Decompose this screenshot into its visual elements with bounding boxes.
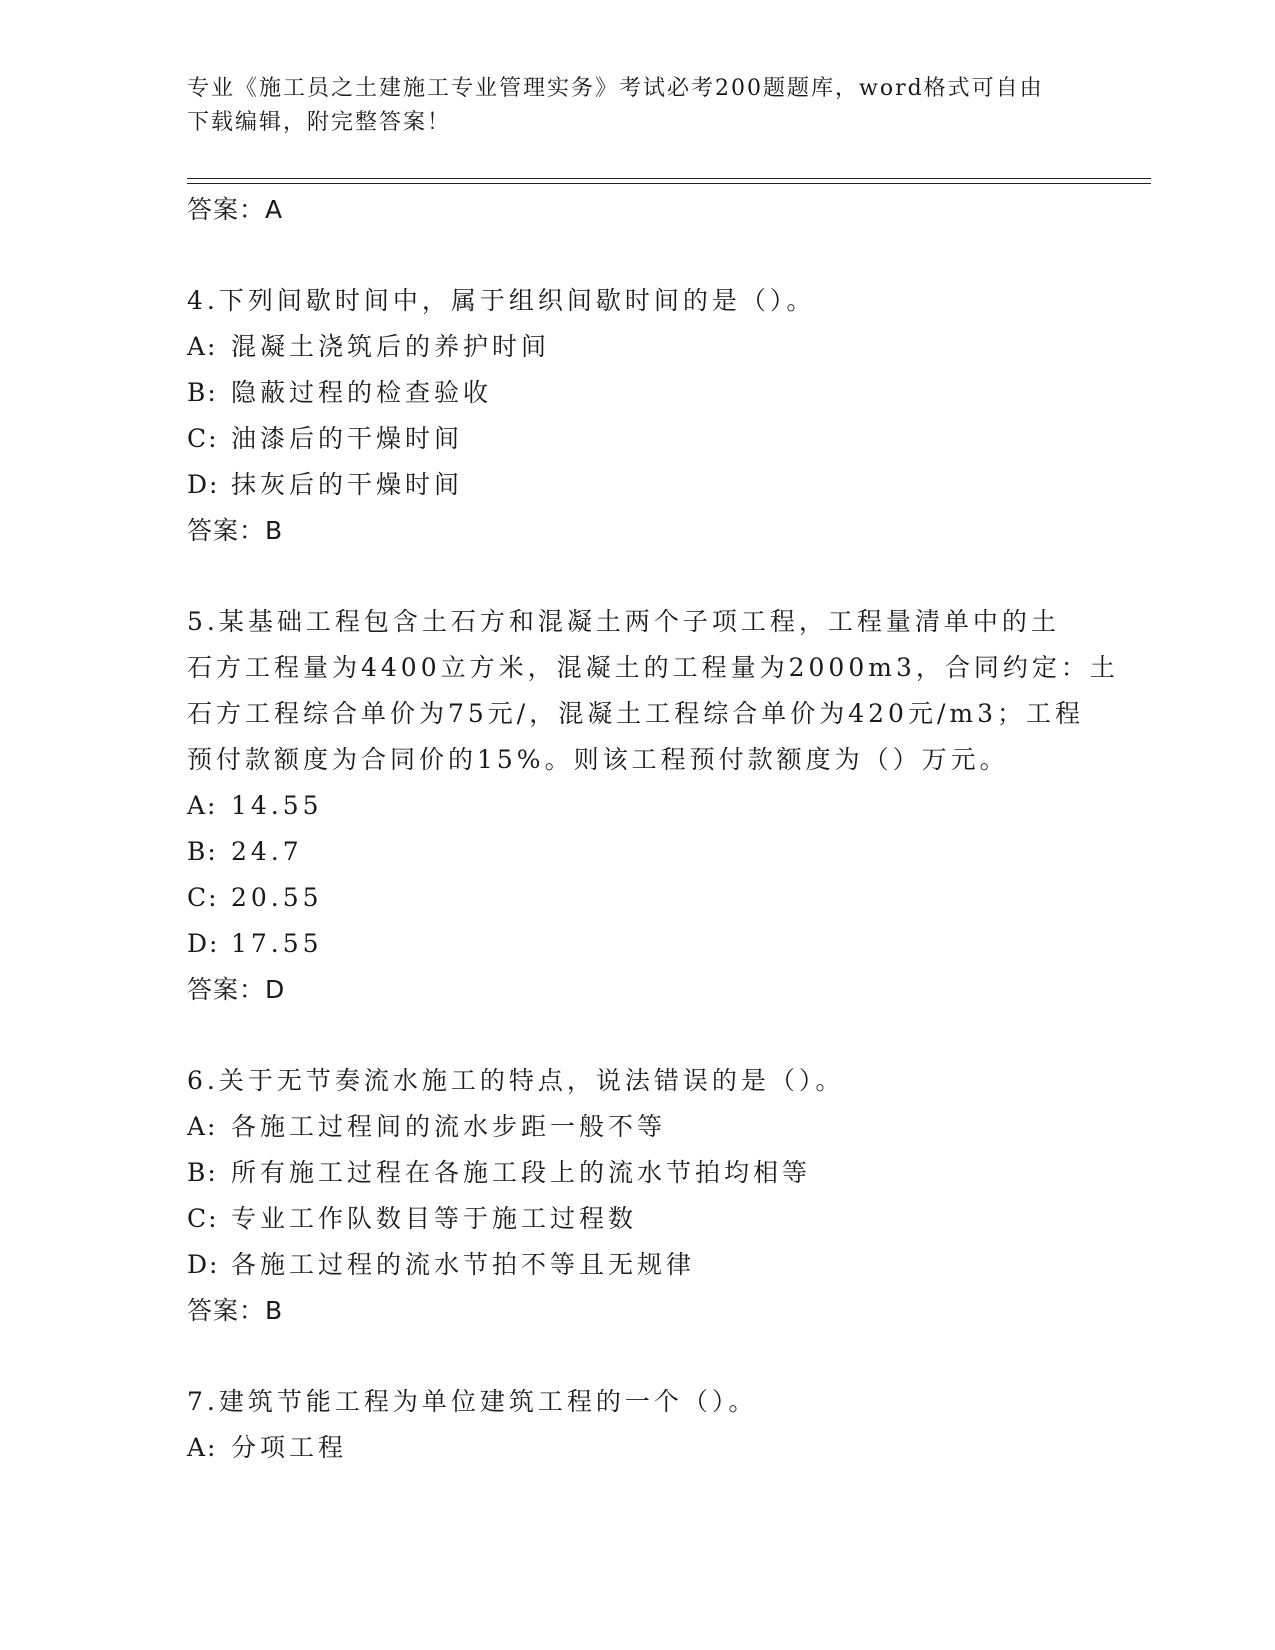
option-key: C: — [187, 1204, 219, 1233]
option-b — [187, 829, 1087, 875]
spacer — [187, 1013, 1087, 1058]
option-key: D: — [187, 470, 220, 499]
question-block — [187, 599, 1119, 1013]
option-key: D: — [187, 1250, 220, 1279]
option-c — [187, 416, 1087, 462]
spacer — [187, 233, 1087, 278]
question-stem: 4.下列间歇时间中，属于组织间歇时间的是（）。 — [187, 286, 816, 315]
question-stem: 石方工程综合单价为75元/，混凝土工程综合单价为420元/m3；工程 — [187, 699, 1084, 728]
option-text: 抹灰后的干燥时间 — [231, 470, 464, 499]
option-c — [187, 875, 1087, 921]
option-text: 17.55 — [231, 929, 323, 958]
option-key: B: — [187, 1158, 218, 1187]
option-c — [187, 1196, 1087, 1242]
header-line-1: 专业《施工员之土建施工专业管理实务》考试必考200题题库，word格式可自由 — [187, 76, 1044, 101]
header-divider — [187, 178, 1151, 179]
option-b — [187, 370, 1087, 416]
header-line-2: 下载编辑，附完整答案！ — [187, 110, 452, 135]
question-stem: 预付款额度为合同价的15%。则该工程预付款额度为（）万元。 — [187, 745, 1009, 774]
question-stem: 石方工程量为4400立方米，混凝土的工程量为2000m3，合同约定：土 — [187, 653, 1119, 682]
question-stem: 6.关于无节奏流水施工的特点，说法错误的是（）。 — [187, 1066, 845, 1095]
header-divider-second — [187, 183, 1151, 184]
spacer — [187, 1334, 1087, 1379]
option-d — [187, 462, 1087, 508]
option-text: 各施工过程间的流水步距一般不等 — [231, 1112, 667, 1141]
option-a — [187, 1104, 1087, 1150]
option-a — [187, 1425, 1087, 1471]
option-key: C: — [187, 883, 219, 912]
option-b — [187, 1150, 1087, 1196]
option-key: D: — [187, 929, 220, 958]
spacer — [187, 554, 1087, 599]
question-block — [187, 1058, 1087, 1334]
option-key: B: — [187, 837, 218, 866]
answer-line: 答案：D — [187, 975, 286, 1004]
option-a — [187, 324, 1087, 370]
option-d — [187, 921, 1087, 967]
option-key: C: — [187, 424, 219, 453]
question-block — [187, 1379, 1087, 1471]
option-a — [187, 783, 1087, 829]
answer-line: 答案：B — [187, 1296, 284, 1325]
option-text: 各施工过程的流水节拍不等且无规律 — [231, 1250, 696, 1279]
question-block — [187, 278, 1087, 554]
option-key: A: — [187, 1433, 218, 1462]
question-stem: 5.某基础工程包含土石方和混凝土两个子项工程，工程量清单中的土 — [187, 607, 1060, 636]
option-key: A: — [187, 332, 218, 361]
question-list — [187, 187, 1119, 1471]
option-text: 分项工程 — [231, 1433, 348, 1462]
option-text: 20.55 — [231, 883, 323, 912]
option-d — [187, 1242, 1087, 1288]
option-text: 混凝土浇筑后的养护时间 — [231, 332, 551, 361]
option-key: A: — [187, 1112, 218, 1141]
option-text: 24.7 — [231, 837, 303, 866]
answer-line: 答案：B — [187, 516, 284, 545]
option-text: 14.55 — [231, 791, 323, 820]
option-text: 所有施工过程在各施工段上的流水节拍均相等 — [231, 1158, 812, 1187]
answer-line: 答案：A — [187, 195, 284, 224]
option-key: B: — [187, 378, 218, 407]
option-text: 油漆后的干燥时间 — [231, 424, 464, 453]
page-header — [187, 72, 1067, 140]
option-key: A: — [187, 791, 218, 820]
question-stem: 7.建筑节能工程为单位建筑工程的一个（）。 — [187, 1387, 758, 1416]
option-text: 隐蔽过程的检查验收 — [231, 378, 493, 407]
option-text: 专业工作队数目等于施工过程数 — [231, 1204, 638, 1233]
